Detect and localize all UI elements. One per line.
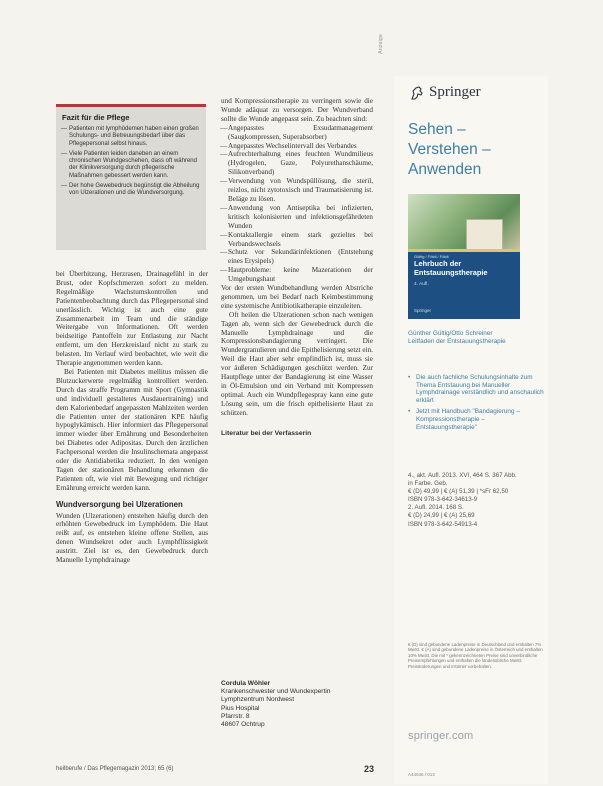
care-list-item: — Kontaktallergie einem stark gezieltes bei Verbandswechsels	[221, 231, 373, 249]
biblio-line: 4., akt. Aufl. 2013. XVI, 464 S. 367 Abb.	[408, 472, 517, 479]
ad-side-label: Anzeige	[378, 34, 384, 54]
section-heading: Wundversorgung bei Ulzerationen	[56, 499, 183, 509]
care-list-item: — Angepasstes Exsudatmanagement (Saugkompressen, Superabsorber)	[221, 124, 373, 142]
article-column-1	[56, 270, 208, 565]
book-authors: Gültig / Földi / Földi	[414, 254, 449, 259]
care-list-item: — Anwendung von Antiseptika bei infizierten, kritisch kolonisierten und infektionsgefährdeten Wunden	[221, 204, 373, 231]
care-list-item: — Hautprobleme: keine Mazerationen der Umgebungshaut	[221, 266, 373, 284]
page-number: 23	[364, 764, 375, 774]
body-paragraph: Oft heilen die Ulzerationen schon nach wenigen Tagen ab, wenn sich der Gewebedruck durch die Manuelle Lymphdrainage und die Kompressionsbandagierung verringert. Die Wundergranulieren und die Epithelisierung setzt ein. Weil die Haut aber sehr empfindlich ist, muss sie vor äußeren Schädigungen geschützt werden. Zur Hautpflege unter der Bandagierung ist eine Wasser in Öl-Emulsion und ein Verband mit Kompressen optimal. Auch ein Wundpflegespray kann eine gute Lösung sein, um die frisch epithelisierte Haut zu schützen.	[221, 310, 373, 417]
fazit-item: — Der hohe Gewebedruck begünstigt die Abheilung von Ulzerationen und die Wundversorgung.	[62, 183, 200, 198]
slogan-line: Anwenden	[408, 161, 482, 178]
ad-bullet: • Die auch fachliche Schulungsinhalte zum Thema Entstauung bei Manueller Lymphdrainage verständlich und anschaulich erklärt	[408, 374, 544, 404]
ad-bullet: • Jetzt mit Handbuch "Bandagierung – Kompressionstherapie – Entstauungstherapie"	[408, 408, 544, 431]
ad-bullet-list	[408, 374, 544, 435]
body-paragraph: und Kompressionstherapie zu verringern sowie die Wunde adäquat zu versorgen. Der Wundverband sollte die Wunde angepasst sein. Zu beachten sind:	[221, 97, 373, 123]
springer-horse-icon	[409, 85, 425, 101]
ad-fine-print: € (D) sind gebundene Ladenpreise in Deutschland und enthalten 7% MwSt. € (A) sind gebundene Ladenpreise in Österreich und enthalten 10% MwSt. Die mit * gekennzeichneten Preise sind unverbindliche Preisempfehlungen und enthalten die landesübliche MwSt. Preisänderungen und Irrtümer vorbehalten.	[408, 642, 543, 669]
book-cover	[408, 194, 520, 319]
body-paragraph: bei Überhitzung, Herzrasen, Drainagefühl in der Brust, oder Kopfschmerzen sofort zu melden. Regelmäßige Wachstumskontrollen und Patientenbeobachtung durch das Pflegepersonal sind unerlässlich. Wichtig ist auch eine gute Zusammenarbeit im Team und die ständige Weitergabe von Informationen. Oft werden beidseitige Pantoffeln zur Entlastung zur Nacht entfernt, um den Herzkreislauf nicht zu stark zu belasten. Im Verlauf wird beobachtet, wie weit die Therapie angenommen werden kann.	[56, 270, 208, 368]
book-cover-stripe	[408, 249, 520, 252]
fazit-item: — Patienten mit lymphödemen haben einen großen Schulungs- und Betreuungsbedarf über das Pflegepersonal selbst hinaus.	[62, 126, 200, 148]
ad-authors: Günther Gültig/Otto Schreiner	[408, 330, 493, 337]
author-name: Cordula Wöhler	[221, 680, 271, 687]
body-paragraph: Wunden (Ulzerationen) entstehen häufig durch den erhöhten Gewebedruck im Lymphödem. Die Haut reißt auf, es entstehen kleine offene Stellen, aus denen Wundsekret oder auch Lymphflüssigkeit austritt. Ziel ist es, den Gewebedruck durch Manuelle Lymphdrainage	[56, 511, 208, 565]
ad-slogan	[408, 120, 548, 180]
springer-logo	[409, 84, 481, 101]
book-cover-inset	[466, 219, 503, 251]
ad-code: A44046 / 013	[408, 772, 435, 777]
author-line: Krankenschwester und Wundexpertin	[221, 688, 331, 696]
fazit-box	[56, 104, 206, 250]
literature-note: Literatur bei der Verfasserin	[221, 429, 312, 437]
ad-description	[408, 330, 544, 346]
care-list-item: — Aufrechterhaltung eines feuchten Wundmilieus (Hydrogelen, Gaze, Polyurethanschäume, Silikonverband)	[221, 150, 373, 177]
ad-bibliography	[408, 472, 544, 529]
springer-brand: Springer	[429, 84, 481, 100]
biblio-line: € (D) 49,99 | € (A) 51,39 | *sFr 62,50	[408, 488, 509, 496]
care-list-item: — Angepasstes Wechselintervall des Verbandes	[221, 142, 373, 151]
author-line: Pius Hospital	[221, 704, 260, 712]
springer-url[interactable]: springer.com	[408, 730, 474, 742]
book-edition: 4. Aufl.	[414, 282, 429, 287]
biblio-line: in Farbe. Geb.	[408, 480, 448, 488]
biblio-line: 2. Aufl. 2014. 168 S.	[408, 504, 464, 512]
page-footer: heilberufe / Das Pflegemagazin 2013; 65 (6)	[56, 766, 174, 772]
slogan-line: Verstehen –	[408, 141, 491, 158]
ad-book-title: Leitfaden der Entstauungstherapie	[408, 338, 506, 345]
article-column-2	[221, 97, 373, 439]
book-title: Lehrbuch der Entstauungstherapie	[414, 259, 488, 277]
springer-ad	[394, 76, 548, 784]
body-paragraph: Bei Patienten mit Diabetes mellitus müssen die Blutzuckerwerte regelmäßig kontrolliert werden. Durch das straffe Programm mit Sport (Gymnastik und individuell gestaltetes Ausdauertraining) und dem Kalorienbedarf angepassten Mahlzeiten werden die Patienten unter der stationären KPE häufig hypoglykämisch. Hier informiert das Pflegepersonal immer wieder über Ernährung und Besonderheiten bei Diabetes oder Adipositas. Durch den ärztlichen Fachpersonal werden die Insulinschemata angepasst oder die Antidiabetika reduziert. In den wenigen Tagen der stationären Behandlung erkennen die Patienten oft, wie viel mit Bewegung und richtiger Ernährung erreicht werden kann.	[56, 367, 208, 492]
care-list-item: — Verwendung von Wundspüllösung, die steril, reizlos, nicht zytotoxisch und Traumatisierung ist. Beläge zu lösen.	[221, 177, 373, 204]
care-list	[221, 124, 373, 284]
biblio-line: ISBN 978-3-642-34613-9	[408, 496, 478, 504]
author-line: Pfarrstr. 8	[221, 712, 250, 720]
book-publisher: Springer	[414, 308, 432, 313]
biblio-line: € (D) 24,99 | € (A) 25,69	[408, 512, 475, 520]
body-paragraph: Vor der ersten Wundbehandlung werden Abstriche genommen, um bei Bedarf nach Keimbestimmung eine systemische Antibiotikatherapie einzuleiten.	[221, 284, 373, 310]
book-cover-photo	[408, 194, 520, 249]
biblio-line: ISBN 978-3-642-54913-4	[408, 520, 478, 528]
care-list-item: — Schutz vor Sekundärinfektionen (Entstehung eines Erysipels)	[221, 248, 373, 266]
fazit-list	[62, 126, 200, 198]
fazit-item: — Viele Patienten leiden daneben an einem chronischen Wundgeschehen, dass oft während der Klinikversorgung durch pflegerische Maßnahmen gebessert werden kann.	[62, 151, 200, 180]
author-block	[221, 680, 381, 729]
author-line: Lymphzentrum Nordwest	[221, 696, 295, 704]
fazit-title: Fazit für die Pflege	[62, 113, 130, 122]
slogan-line: Sehen –	[408, 121, 466, 138]
author-line: 48607 Ochtrup	[221, 721, 265, 729]
